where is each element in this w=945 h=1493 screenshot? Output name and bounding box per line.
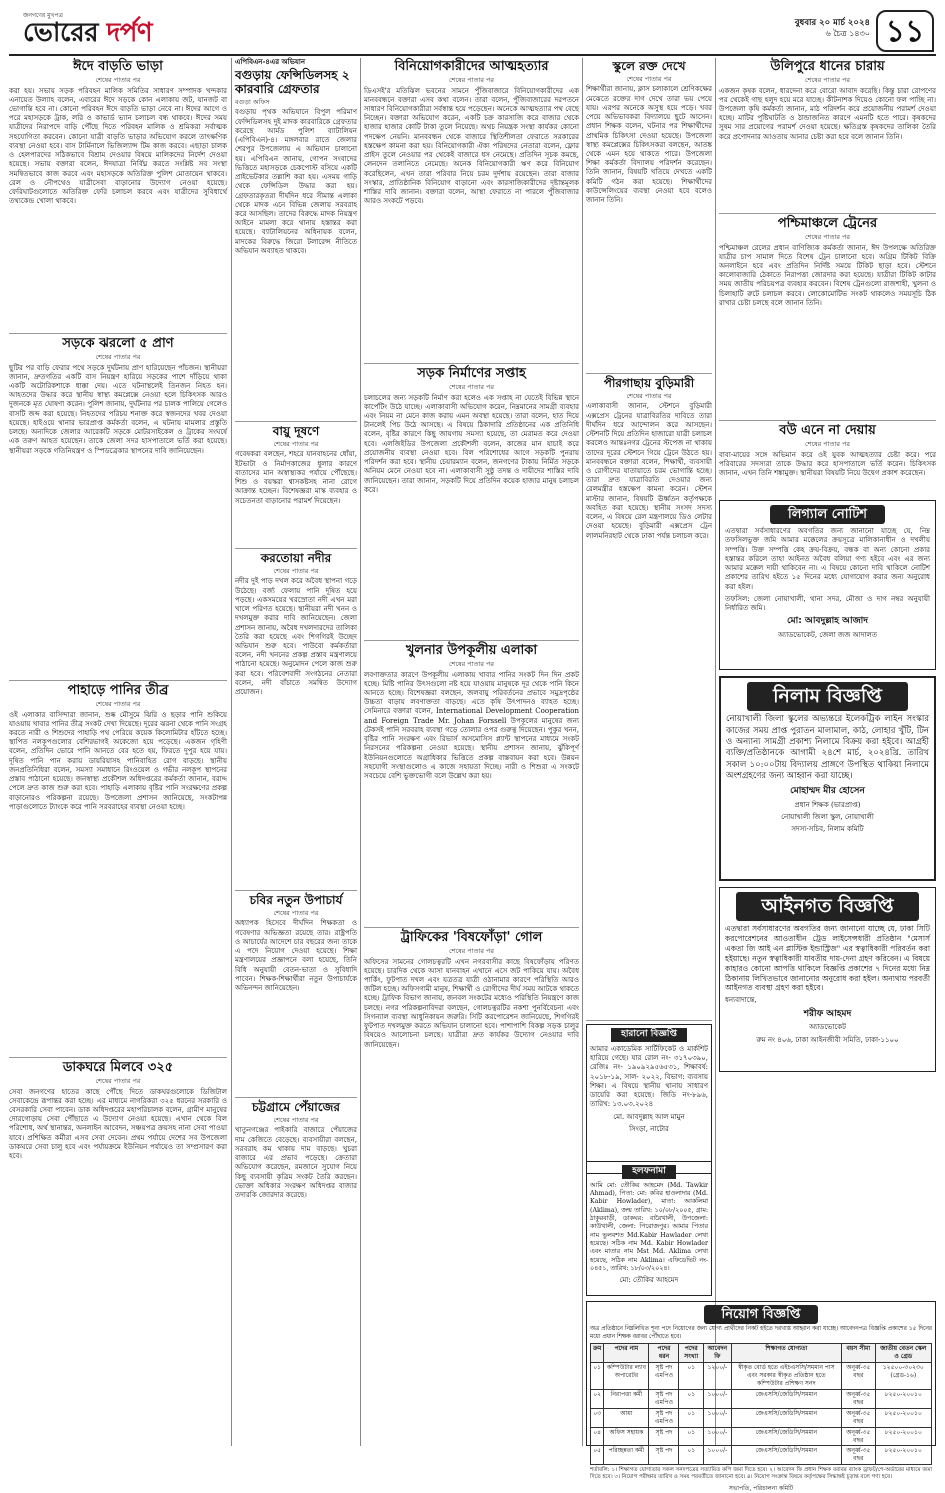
column-1 [9, 58, 227, 1446]
article-continued: শেষের পাতার পর [95, 75, 141, 84]
article-traffic-circle [364, 931, 579, 1231]
article-road-construction [364, 367, 579, 637]
job-table-cell: সৃষ্ট পদ [649, 1446, 679, 1465]
article-continued: শেষের পাতার পর [273, 908, 319, 917]
lost-notice [586, 1024, 712, 1174]
article-headline: ঈদে বাড়তি ভাড়া [73, 59, 163, 74]
article-continued: শেষের পাতার পর [448, 75, 494, 84]
issue-date-bangla: ৬ চৈত্র ১৪৩০ [825, 29, 870, 39]
job-table-cell: অনূর্ধ্ব-৩৫ বছর [841, 1408, 875, 1427]
article-bogura-arrest [235, 58, 357, 418]
article-headline: সড়ক নির্মাণের সপ্তাহ [417, 366, 526, 381]
affidavit-ad [586, 1161, 712, 1296]
article-headline: উলিপুরে ধানের চারায় [770, 59, 885, 74]
article-headline: করতোয়া নদীর [260, 551, 332, 565]
divider [364, 640, 579, 641]
job-table-cell: অনূর্ধ্ব-৩৫ বছর [841, 1427, 875, 1446]
affidavit-title: হলফনামা [622, 1165, 676, 1179]
article-body: সেবা জনগণের হাতের কাছে পৌঁছে দিতে ডাকঘরগুলোকে ডিজিটাল সেবাকেন্দ্রে রূপান্তর করা হচ্ছে। এর মাধ্যমে নাগরিকরা ৩২৫ ধরনের সরকারি ও বেসরকারি সেবা পাবেন। ডাক অধিদপ্তরের মহাপরিচালক বলেন, গ্রামীণ মানুষের দোরগোড়ায় সেবা পৌঁছাতে এ উদ্যোগ নেওয়া হয়েছে। এখান থেকে বিল পরিশোধ, অর্থ স্থানান্তর, অনলাইন আবেদন, সঞ্চয়পত্র ক্রয়সহ নানা সেবা পাওয়া যাবে। প্রশিক্ষিত কর্মীরা এসব সেবা দেবেন। প্রথম পর্যায়ে দেশের সব উপজেলা ডাকঘরে সেবা চালু হবে এবং পর্যায়ক্রমে ইউনিয়ন পর্যায়েও তা সম্প্রসারণ করা হবে। [9, 1087, 227, 1161]
column-5 [719, 58, 936, 1446]
legal-notice-title: লিগ্যাল নোটিশ [770, 505, 885, 524]
article-eid-fare [9, 60, 227, 330]
job-notice-ad [586, 1301, 936, 1492]
article-headline: পাহাড়ে পানির তীব্র [67, 683, 169, 698]
article-investor-suicide [364, 60, 579, 360]
article-continued: শেষের পাতার পর [448, 659, 494, 668]
job-notice-title: নিয়োগ বিজ্ঞপ্তি [704, 1305, 819, 1324]
article-dateline: বগুড়া অফিস [235, 97, 270, 106]
article-body: বাবা-মায়ের সঙ্গে অভিমান করে ওই যুবক আত্মহত্যার চেষ্টা করে। পরে পরিবারের সদস্যরা তাকে উদ্ধার করে হাসপাতালে ভর্তি করেন। চিকিৎসক জানান, এখন তিনি শঙ্কামুক্ত। স্থানীয়রা বিষয়টি নিয়ে উদ্বেগ প্রকাশ করেছেন। [719, 450, 936, 477]
job-table-header-cell: জাতীয় বেতন স্কেল ও গ্রেড [875, 1344, 931, 1363]
article-post-office [9, 1061, 227, 1411]
job-table-cell: ০১ [679, 1427, 704, 1446]
job-table-cell: ০৩ [591, 1408, 604, 1427]
divider [235, 890, 357, 891]
article-headline: চট্টগ্রামে পেঁয়াজের [252, 1100, 340, 1114]
article-headline: বগুড়ায় ফেন্সিডিলসহ ২ কারবারি গ্রেফতার [235, 68, 350, 97]
job-table-header-cell: পদের নাম [604, 1344, 649, 1363]
article-body: একজন কৃষক বলেন, ধারদেনা করে বোরো আবাদ করেছি। কিন্তু চারা রোপণের পর থেকেই গাছ হলুদ হয়ে মরে যাচ্ছে। কীটনাশক দিয়েও কোনো ফল পাচ্ছি না। উপজেলা কৃষি কর্মকর্তা জানান, মাঠ পরিদর্শন করে প্রয়োজনীয় পরামর্শ দেওয়া হচ্ছে। মাটির পুষ্টিঘাটতি ও ঠান্ডাজনিত কারণে এমনটি হতে পারে। কৃষকদের সুষম সার প্রয়োগের পরামর্শ দেওয়া হয়েছে। ক্ষতিগ্রস্ত কৃষকদের তালিকা তৈরি করে প্রণোদনার আওতায় আনার চেষ্টা করা হবে বলে জানান তিনি। [719, 86, 936, 141]
masthead [9, 8, 936, 56]
column-rule [582, 58, 583, 1446]
job-table-cell: ০৫ [591, 1446, 604, 1465]
auction-notice-title: নিলাম বিজ্ঞপ্তি [747, 682, 908, 711]
article-body: শিক্ষার্থীরা জানায়, ক্লাস চলাকালে শ্রেণিকক্ষের মেঝেতে রক্তের দাগ দেখে তারা ভয় পেয়ে যায়। এরপর অনেকে অসুস্থ হয়ে পড়ে। খবর পেয়ে অভিভাবকরা বিদ্যালয়ে ছুটে আসেন। প্রধান শিক্ষক বলেন, ঘটনার পর শিক্ষার্থীদের প্রাথমিক চিকিৎসা দেওয়া হয়েছে। উপজেলা স্বাস্থ্য কমপ্লেক্সের চিকিৎসকরা বলছেন, আতঙ্ক থেকে এমন হয়ে থাকতে পারে। উপজেলা শিক্ষা কর্মকর্তা বিদ্যালয় পরিদর্শন করেছেন। তিনি জানান, বিষয়টি খতিয়ে দেখতে একটি কমিটি গঠন করা হয়েছে। শিক্ষার্থীদের কাউন্সেলিংয়ের ব্যবস্থা নেওয়া হবে বলেও জানান তিনি। [586, 85, 712, 205]
job-table-row [591, 1446, 932, 1465]
article-pirgachha-train [586, 377, 712, 1017]
article-khulna-coast [364, 644, 579, 924]
brand-name-b: দর্পণ [98, 17, 153, 48]
divider [9, 333, 227, 334]
article-ctg-onion [235, 1101, 357, 1401]
article-body: বগুড়ায় পৃথক অভিযানে বিপুল পরিমাণ ফেন্সিডিলসহ দুই মাদক কারবারিকে গ্রেফতার করেছে আর্মড পুলিশ ব্যাটালিয়ন (এপিবিএন)-৪। মঙ্গলবার রাতে জেলার শেরপুর উপজেলায় এ অভিযান চালানো হয়। এপিবিএন জানায়, গোপন সংবাদের ভিত্তিতে মহাসড়কে চেকপোস্ট বসিয়ে একটি প্রাইভেটকার তল্লাশি করা হয়। এসময় গাড়ি থেকে ফেন্সিডিল উদ্ধার করা হয়। গ্রেফতারকৃতরা দীর্ঘদিন ধরে সীমান্ত এলাকা থেকে মাদক এনে বিভিন্ন জেলায় সরবরাহ করে আসছিল। তাদের বিরুদ্ধে মাদক নিয়ন্ত্রণ আইনে মামলা করে থানায় হস্তান্তর করা হয়েছে। ব্যাটালিয়নের অধিনায়ক বলেন, মাদকের বিরুদ্ধে জিরো টলারেন্স নীতিতে অভিযান অব্যাহত থাকবে। [235, 108, 357, 255]
article-headline: বায়ু দূষণে [272, 424, 320, 438]
divider [235, 548, 357, 549]
legal-notice-sign: মো: আবদুল্লাহ আজাদ [787, 616, 868, 627]
lost-notice-title: হারানো বিজ্ঞপ্তি [611, 1028, 687, 1042]
column-3 [364, 58, 579, 1446]
article-headline: খুলনার উপকূলীয় এলাকা [405, 643, 538, 658]
article-body: চলাচলের জন্য সড়কটি নির্মাণ করা হলেও এক সপ্তাহ না যেতেই বিভিন্ন স্থানে কার্পেটিং উঠে যাচ্ছে। এলাকাবাসী অভিযোগ করেন, নিম্নমানের সামগ্রী ব্যবহার এবং নিয়ম না মেনে কাজ করায় এমন অবস্থা হয়েছে। তারা বলেন, হাত দিয়ে টানলেই পিচ উঠে আসছে। এ বিষয়ে ঠিকাদারি প্রতিষ্ঠানের এক প্রতিনিধি বলেন, বৃষ্টির কারণে কিছু জায়গায় সমস্যা হয়েছে, তা মেরামত করে দেওয়া হবে। এলজিইডির উপজেলা প্রকৌশলী বলেন, কাজের মান যাচাই করে প্রয়োজনীয় ব্যবস্থা নেওয়া হবে। বিল পরিশোধের আগে সড়কটি পুনরায় পরিদর্শন করা হবে। স্থানীয় চেয়ারম্যান বলেন, জনগণের টাকায় নির্মিত সড়কে অনিয়ম মেনে নেওয়া হবে না। এলাকাবাসী সুষ্ঠু তদন্ত ও দায়ীদের শাস্তির দাবি জানিয়েছেন। তারা জানান, সড়কটি দিয়ে প্রতিদিন কয়েক হাজার মানুষ চলাচল করে। [364, 393, 579, 494]
article-kicker: এপিবিএন-৪এর অভিযান [235, 58, 306, 66]
article-continued: শেষের পাতার পর [804, 232, 850, 241]
legal-notice-schedule: তফসিল: জেলা নোয়াখালী, থানা সদর, মৌজা ও দাগ নম্বর অনুযায়ী নির্ধারিত জমি। [725, 594, 930, 613]
content-grid [9, 58, 936, 1492]
job-table-cell: ১২৫০০-৩০২৩০ (গ্রেড-১৬) [875, 1363, 931, 1390]
job-table-cell: ০১ [591, 1363, 604, 1390]
job-table-row [591, 1408, 932, 1427]
lost-notice-sign-sub: সিংড়া, নাটোর [629, 1124, 669, 1133]
job-table-cell: ০১ [679, 1363, 704, 1390]
divider [586, 373, 712, 374]
article-school-blood [586, 60, 712, 370]
job-table-cell: জেএসসি/জেডিসি/সমমান [731, 1389, 841, 1408]
article-continued: শেষের পাতার পর [273, 1115, 319, 1124]
page-number: ১১ [876, 10, 934, 52]
divider [364, 363, 579, 364]
auction-notice-sign: মোহাম্মদ মীর হোসেন [790, 785, 865, 796]
article-headline: বিনিয়োগকারীদের আত্মহত্যার [394, 59, 549, 74]
divider [719, 213, 936, 214]
job-table-cell: সৃষ্ট পদ এমপিও [649, 1408, 679, 1427]
job-table-cell: ১০০০/- [704, 1389, 732, 1408]
job-table-cell: অনূর্ধ্ব-৩৫ বছর [841, 1363, 875, 1390]
article-continued: শেষের পাতার পর [95, 1076, 141, 1085]
job-table-header-cell: শিক্ষাগত যোগ্যতা [731, 1344, 841, 1363]
legal-announcement-title: আইনগত বিজ্ঞপ্তি [736, 892, 920, 921]
article-headline: ট্রাফিকের 'বিষফোঁড়া' গোল [400, 930, 543, 945]
job-notice-intro: অত্র প্রতিষ্ঠানে নিম্নলিখিত শূন্য পদে নিয়োগের জন্য যোগ্য প্রার্থীদের নিকট হইতে দরখাস্ত আহ্বান করা যাচ্ছে। আবেদনপত্র বিজ্ঞপ্তি প্রকাশের ১৫ দিনের মধ্যে প্রধান শিক্ষক বরাবর পৌঁছাতে হবে। [590, 1326, 932, 1340]
article-ulipur-paddy [719, 60, 936, 210]
article-headline: চবির নতুন উপাচার্য [249, 893, 343, 907]
job-table-cell: ৮২৫০-২০০১০ [875, 1446, 931, 1465]
article-headline: স্কুলে রক্ত দেখে [612, 59, 686, 73]
job-table-cell: অফিস সহায়ক [604, 1427, 649, 1446]
article-continued: শেষের পাতার পর [804, 439, 850, 448]
job-table-header-cell: ক্রম [591, 1344, 604, 1363]
job-table-cell: সৃষ্ট পদ এমপিও [649, 1389, 679, 1408]
job-table-header [591, 1344, 932, 1363]
legal-notice-ad [719, 500, 936, 670]
article-body: ওই এলাকার বাসিন্দারা জানান, শুষ্ক মৌসুমে ঝিরি ও ছড়ার পানি শুকিয়ে যাওয়ায় খাবার পানির তীব্র সংকট দেখা দিয়েছে। দূরের ঝরনা থেকে পানি সংগ্রহ করতে নারী ও শিশুদের পাহাড়ি পথ পেরিয়ে কয়েক কিলোমিটার হাঁটতে হচ্ছে। স্থাপিত নলকূপগুলোর বেশিরভাগই অকেজো হয়ে পড়েছে। একজন গৃহিণী বলেন, প্রতিদিন ভোরে পানি আনতে বের হতে হয়, ফিরতে দুপুর হয়ে যায়। দূষিত পানি পান করায় ডায়রিয়াসহ পানিবাহিত রোগ বাড়ছে। স্থানীয় জনপ্রতিনিধিরা বলেন, সমস্যা সমাধানে রিংওয়েল ও গভীর নলকূপ স্থাপনের প্রস্তাব পাঠানো হয়েছে। জনস্বাস্থ্য প্রকৌশল অধিদপ্তরের কর্মকর্তা জানান, বরাদ্দ পেলে দ্রুত কাজ শুরু করা হবে। পাহাড়ি এলাকায় বৃষ্টির পানি সংরক্ষণের প্রকল্প বাড়ানোরও পরিকল্পনা রয়েছে। উপজেলা প্রশাসন জানিয়েছে, সংকটাপন্ন পাড়াগুলোতে ট্যাংকে করে পানি সরবরাহের ব্যবস্থা নেওয়া হচ্ছে। [9, 710, 227, 811]
job-table-cell: ০১ [679, 1446, 704, 1465]
job-table-cell: জেএসসি/জেডিসি/সমমান [731, 1427, 841, 1446]
auction-notice-ad [719, 676, 936, 881]
divider [9, 1057, 227, 1058]
article-continued: শেষের পাতার পর [626, 74, 672, 83]
divider [364, 927, 579, 928]
legal-announcement-sign: শরীফ আহমদ [803, 1008, 852, 1019]
legal-notice-body: এতদ্বারা সর্বসাধারণের অবগতির জন্য জানানো যাচ্ছে যে, নিম্ন তফসিলভুক্ত জমি আমার মক্কেলের ক্রয়সূত্রে মালিকানাধীন ও দখলীয় সম্পত্তি। উক্ত সম্পত্তি কেহ ক্রয়-বিক্রয়, বন্ধক বা অন্য কোনো প্রকার হস্তান্তর করিলে তাহা আইনত অবৈধ বলিয়া গণ্য হইবে এবং এর জন্য আমার মক্কেল দায়ী থাকিবেন না। এ বিষয়ে কোনো দাবি থাকিলে নোটিশ প্রকাশের তারিখ হইতে ১৫ দিনের মধ্যে যোগাযোগ করার জন্য অনুরোধ করা হইল। [725, 527, 930, 591]
job-notice-terms: শর্তাবলি: ১। শিক্ষাগত যোগ্যতার সকল সনদপত্রের সত্যায়িত কপি জমা দিতে হবে। ২। আবেদন ফি প্রধান শিক্ষক বরাবর ব্যাংক ড্রাফট/পে-অর্ডারের মাধ্যমে জমা দিতে হবে। ৩। নিয়োগ পরীক্ষার তারিখ ও সময় পরবর্তীতে জানানো হবে। ৪। নিয়োগ সংক্রান্ত বিষয়ে কর্তৃপক্ষের সিদ্ধান্তই চূড়ান্ত বলে গণ্য হবে। [590, 1467, 932, 1481]
job-notice-sign: সভাপতি, পরিচালনা কমিটি [728, 1484, 794, 1492]
brand-name-a: ভোরের [23, 17, 99, 48]
lost-notice-sign: মো. আবদুল্লাহ আল মামুন [613, 1112, 685, 1121]
job-table-cell: অনূর্ধ্ব-৩৫ বছর [841, 1446, 875, 1465]
article-continued: শেষের পাতার পর [448, 946, 494, 955]
article-body: পশ্চিমাঞ্চল রেলের প্রধান বাণিজ্যিক কর্মকর্তা জানান, ঈদ উপলক্ষে অতিরিক্ত যাত্রীর চাপ সামাল দিতে বিশেষ ট্রেন চালানো হবে। অগ্রিম টিকিট বিক্রি অনলাইনে হবে এবং প্রতিদিন নির্দিষ্ট সময়ে টিকিট ছাড়া হবে। স্টেশনে কালোবাজারি ঠেকাতে নিরাপত্তা জোরদার করা হয়েছে। যাত্রীরা টিকিট কাটার সময় জাতীয় পরিচয়পত্র ব্যবহার করবেন। বিশেষ ট্রেনগুলো রাজশাহী, খুলনা ও চিলাহাটি রুটে চলাচল করবে। লোকোমোটিভ সংকট থাকলেও সময়সূচি ঠিক রাখার চেষ্টা চলছে বলে জানান তিনি। [719, 243, 936, 307]
column-2 [235, 58, 357, 1446]
job-table-body [591, 1363, 932, 1465]
divider [9, 680, 227, 681]
job-table-cell: ৮২৫০-২০০১০ [875, 1427, 931, 1446]
legal-announcement-thanks: ধন্যবাদান্তে, [725, 996, 757, 1005]
article-headline: সড়কে ঝরলো ৫ প্রাণ [62, 336, 174, 351]
job-table-cell: ৮২৫০-২০০১০ [875, 1408, 931, 1427]
affidavit-body: আমি মো: তৌকির আহমেদ (Md. Tawkir Ahmad), পিতা: মো: কবির হাওলাদার (Md. Kabir Howlader), মাতা: আকলিমা (Aklima), জন্ম তারিখ: ১০/০৮/২০০৫, গ্রাম: ঠাকুরবাড়ী, ডাকঘর: বারৈখালী, উপজেলা: কাউখালী, জেলা: পিরোজপুর। আমার পিতার নাম ভুলবশত Md.Kabir Hawlader লেখা হয়েছে। সঠিক নাম Md. Kabir Howlader এবং মাতার নাম Mst Md. Aklima লেখা হয়েছে, সঠিক নাম Aklima। এফিডেভিট নং- ০৪৫১, তারিখ: ১৮/০৩/২০২৪। [590, 1181, 708, 1272]
article-continued: শেষের পাতার পর [95, 352, 141, 361]
article-continued: শেষের পাতার পর [626, 391, 672, 400]
job-table-cell: সৃষ্ট পদ [649, 1427, 679, 1446]
article-body: করা হয়। সভায় সড়ক পরিবহন মালিক সমিতির সাধারণ সম্পাদক খন্দকার এনায়েত উল্যাহ বলেন, এবারের ঈদে সড়কে কোন এলাকায় জট, যানজট বা ভোগান্তি হবে না। কোনো পরিবহন ঈদে বাড়তি ভাড়া নেবে না। ঈদের আগে ও পরে মহাসড়কে ট্রাক, লরি ও কাভার্ড ভ্যান চলাচল বন্ধ থাকবে। ঈদের সময় যাত্রীদের নিরাপদে বাড়ি পৌঁছে দিতে পরিবহন মালিক ও শ্রমিকরা সর্বাত্মক সহযোগিতা করবেন। কোনো যাত্রী বাড়তি ভাড়ার অভিযোগ করলে তাৎক্ষণিক ব্যবস্থা নেওয়া হবে। বাস টার্মিনালে ভিজিল্যান্স টিম কাজ করবে। এছাড়া চালক ও হেলপারদের সঠিকভাবে বিশ্রাম দেওয়ার বিষয়ে মালিকদের নির্দেশ দেওয়া হয়েছে। সভায় বক্তারা বলেন, ঈদযাত্রা নির্বিঘ্ন করতে সংশ্লিষ্ট সব সংস্থা সমন্বিতভাবে কাজ করবে এবং মহাসড়কে অতিরিক্ত পুলিশ মোতায়েন থাকবে। রেল ও নৌপথেও যাত্রীসেবা বাড়ানোর উদ্যোগ নেওয়া হয়েছে। ফেরিঘাটগুলোতে অতিরিক্ত ফেরি চলাচল করবে এবং যাত্রীদের সুবিধার্থে তথ্যকেন্দ্র খোলা থাকবে। [9, 86, 227, 206]
job-table-header-cell: পদের সংখ্যা [679, 1344, 704, 1363]
column-rule [360, 58, 361, 1446]
job-table-row [591, 1427, 932, 1446]
job-table-cell: পরিচ্ছন্নতা কর্মী [604, 1446, 649, 1465]
article-headline: ডাকঘরে মিলবে ৩২৫ [62, 1060, 174, 1075]
auction-notice-footer: সদস্য-সচিব, নিলাম কমিটি [791, 825, 864, 834]
auction-notice-sign-sub1: প্রধান শিক্ষক (ভারপ্রাপ্ত) [794, 800, 861, 809]
issue-date-gregorian: বুধবার ২০ মার্চ ২০২৪ [794, 18, 870, 28]
issue-date [795, 18, 870, 40]
job-table-cell: স্বীকৃত বোর্ড হতে এইচএসসি/সমমান পাস এবং সরকার স্বীকৃত প্রতিষ্ঠান হতে কম্পিউটার প্রশিক্ষণ সনদ [731, 1363, 841, 1390]
article-continued: শেষের পাতার পর [804, 75, 850, 84]
article-road-accident [9, 337, 227, 677]
auction-notice-body: নোয়াখালী জিলা স্কুলের অভ্যন্তরে ইলেকট্রিক লাইন সংস্কার কাজের সময় প্রাপ্ত পুরাতন মালামাল, কাঠ, লোহার খুঁটি, টিন ও অন্যান্য সামগ্রী প্রকাশ্য নিলামে বিক্রয় করা হইবে। আগ্রহী ব্যক্তি/প্রতিষ্ঠানকে আগামী ২৪শে মার্চ, ২০২৪খ্রি. তারিখ সকাল ১০:০০টায় বিদ্যালয় প্রাঙ্গণে উপস্থিত থাকিয়া নিলামে অংশগ্রহণের জন্য আহ্বান করা যাচ্ছে। [726, 714, 929, 782]
brand-name [23, 17, 153, 48]
job-table-header-cell: বয়স সীমা [841, 1344, 875, 1363]
legal-notice-sign-sub: অ্যাডভোকেট, জেলা জজ আদালত [778, 631, 877, 640]
divider [235, 421, 357, 422]
job-table-cell: ১২০০/- [704, 1363, 732, 1390]
article-body: গবেষকরা বলছেন, শহরে যানবাহনের ধোঁয়া, ইটভাটা ও নির্মাণকাজের ধুলার কারণে বাতাসের মান অস্বাস্থ্যকর পর্যায়ে পৌঁছেছে। শিশু ও বয়স্করা শ্বাসকষ্টসহ নানা রোগে আক্রান্ত হচ্ছেন। বিশেষজ্ঞরা মাস্ক ব্যবহার ও সচেতনতা বাড়ানোর পরামর্শ দিয়েছেন। [235, 450, 357, 505]
job-table-cell: জেএসসি/জেডিসি/সমমান [731, 1446, 841, 1465]
article-cu-vc [235, 894, 357, 1094]
article-bride [719, 424, 936, 494]
brand-tagline: জনগণের মুখপত্র [23, 12, 63, 19]
column-rule [715, 58, 716, 1446]
article-body: ডিএসই'র মতিঝিল ভবনের সামনে পুঁজিবাজারে বিনিয়োগকারীদের এক মানববন্ধনে বক্তারা এসব কথা বলেন। তারা বলেন, পুঁজিবাজারের দরপতনে সাধারণ বিনিয়োগকারীরা সর্বস্বান্ত হয়ে পড়েছেন। অনেকে আত্মহত্যার পথ বেছে নিচ্ছেন। বক্তারা অভিযোগ করেন, একটি চক্র কারসাজি করে বাজার থেকে হাজার হাজার কোটি টাকা তুলে নিয়েছে। অথচ নিয়ন্ত্রক সংস্থা কার্যকর কোনো পদক্ষেপ নেয়নি। মানববন্ধন থেকে বাজারে স্থিতিশীলতা ফেরাতে সরকারের হস্তক্ষেপ কামনা করা হয়। বিনিয়োগকারী ঐক্য পরিষদের নেতারা বলেন, ফ্লোর প্রাইস তুলে নেওয়ার পর থেকেই বাজারে ধস নেমেছে। প্রতিদিন সূচক কমছে, লেনদেন তলানিতে নেমেছে। অনেক বিনিয়োগকারী ঋণ করে বিনিয়োগ করেছিলেন, এখন তারা পরিবার নিয়ে চরম দুর্দশায় রয়েছেন। তারা বাজার সংস্কার, প্রাতিষ্ঠানিক বিনিয়োগ বাড়ানো এবং কারসাজিকারীদের দৃষ্টান্তমূলক শাস্তির দাবি জানান। বক্তারা বলেন, আস্থা ফেরাতে না পারলে পুঁজিবাজার আরও সংকটে পড়বে। [364, 86, 579, 206]
article-karatoya-river [235, 552, 357, 887]
article-continued: শেষের পাতার পর [95, 699, 141, 708]
article-body: খাতুনগঞ্জের পাইকারি বাজারে পেঁয়াজের দাম কেজিতে বেড়েছে। ব্যবসায়ীরা বলছেন, সরবরাহ কম থাকায় দাম বাড়ছে। খুচরা বাজারে এর প্রভাব পড়েছে। ক্রেতারা অভিযোগ করেছেন, রমজানে সুযোগ নিয়ে কিছু ব্যবসায়ী কৃত্রিম সংকট তৈরি করছেন। ভোক্তা অধিকার সংরক্ষণ অধিদপ্তর বাজার তদারকি জোরদার করেছে। [235, 1126, 357, 1200]
job-table-row [591, 1363, 932, 1390]
legal-announcement-sign-sub2: রুম নং ৪০৬, ঢাকা আইনজীবী সমিতি, ঢাকা-১১০০ [756, 1035, 899, 1044]
article-headline: বউ এনে না দেয়ায় [779, 423, 876, 438]
job-table-cell: ০৪ [591, 1427, 604, 1446]
article-body: এলাকাবাসী জানান, স্টেশনে বুড়িমারী এক্সপ্রেস ট্রেনের যাত্রাবিরতির দাবিতে তারা দীর্ঘদিন ধরে আন্দোলন করে আসছেন। স্টেশনটি দিয়ে প্রতিদিন হাজারো যাত্রী চলাচল করলেও আন্তঃনগর ট্রেনের স্টপেজ না থাকায় তাদের দূরের স্টেশনে গিয়ে ট্রেনে উঠতে হয়। মানববন্ধনে বক্তারা বলেন, শিক্ষার্থী, ব্যবসায়ী ও রোগীদের যাতায়াতে চরম ভোগান্তি হচ্ছে। তারা দ্রুত যাত্রাবিরতি দেওয়ার জন্য রেলমন্ত্রীর হস্তক্ষেপ কামনা করেন। স্টেশন মাস্টার জানান, বিষয়টি ঊর্ধ্বতন কর্তৃপক্ষকে অবহিত করা হয়েছে। স্থানীয় সংসদ সদস্য বলেন, এ বিষয়ে রেল মন্ত্রণালয়ে ডিও লেটার দেওয়া হয়েছে। বুড়িমারী এক্সপ্রেস ট্রেন লালমনিরহাট থেকে ঢাকা পর্যন্ত চলাচল করে। [586, 402, 712, 540]
article-body: অধ্যাপক হিসেবে দীর্ঘদিন শিক্ষকতা ও গবেষণার অভিজ্ঞতা রয়েছে তার। রাষ্ট্রপতি ও আচার্যের আদেশে চার বছরের জন্য তাকে এ পদে নিয়োগ দেওয়া হয়েছে। শিক্ষা মন্ত্রণালয়ের প্রজ্ঞাপনে বলা হয়েছে, তিনি বিধি অনুযায়ী বেতন-ভাতা ও সুবিধাদি পাবেন। শিক্ষক-শিক্ষার্থীরা নতুন উপাচার্যকে অভিনন্দন জানিয়েছেন। [235, 919, 357, 993]
article-body: অফিসের সামনের গোলচত্বরটি এখন নগরবাসীর কাছে বিষফোঁড়ায় পরিণত হয়েছে। চারদিক থেকে আসা যানবাহন এখানে এসে জট পাকিয়ে যায়। অবৈধ পার্কিং, ফুটপাত দখল এবং যত্রতত্র যাত্রী ওঠানামার কারণে পরিস্থিতি আরও জটিল হচ্ছে। অফিসগামী মানুষ, শিক্ষার্থী ও রোগীদের দীর্ঘ সময় আটকে থাকতে হচ্ছে। ট্রাফিক বিভাগ জানায়, জনবল সংকটের মধ্যেও পরিস্থিতি নিয়ন্ত্রণে কাজ চলছে। নগর পরিকল্পনাবিদরা বলছেন, গোলচত্বরটির নকশা পুনর্বিবেচনা এবং সিগন্যাল ব্যবস্থা আধুনিকায়ন জরুরি। সিটি করপোরেশন জানিয়েছে, শিগগিরই ফুটপাত দখলমুক্ত করতে অভিযান চালানো হবে। পাশাপাশি বিকল্প সড়ক চালুর বিষয়েও আলোচনা চলছে। যাত্রীরা দ্রুত কার্যকর উদ্যোগ নেওয়ার দাবি জানিয়েছেন। [364, 957, 579, 1049]
job-table-cell: আয়া [604, 1408, 649, 1427]
article-headline: পশ্চিমাঞ্চলে ট্রেনের [777, 216, 878, 231]
article-headline: পীরগাছায় বুড়িমারী [603, 376, 695, 390]
job-table-cell: ১০০০/- [704, 1427, 732, 1446]
article-body: লবণাক্ততার কারণে উপকূলীয় এলাকায় খাবার পানির সংকট দিন দিন প্রকট হচ্ছে। মিষ্টি পানির উৎসগুলো নষ্ট হয়ে যাওয়ায় মানুষকে দূর থেকে পানি কিনে আনতে হচ্ছে। বিশেষজ্ঞরা বলছেন, জলবায়ু পরিবর্তনের প্রভাবে সমুদ্রপৃষ্ঠের উচ্চতা বাড়ায় লবণাক্ততা বাড়ছে। এতে কৃষি উৎপাদনও ব্যাহত হচ্ছে। সেমিনারে বক্তারা বলেন, International Development Cooperation and Foreign Trade Mr. Johan Forssell উপকূলের মানুষের জন্য টেকসই পানি সরবরাহ ব্যবস্থা গড়ে তোলার ওপর গুরুত্ব দিয়েছেন। পুকুর খনন, বৃষ্টির পানি সংরক্ষণ এবং রিভার্স অসমোসিস প্ল্যান্ট স্থাপনের মাধ্যমে সংকট নিরসনের পরিকল্পনা নেওয়া হয়েছে। স্থানীয় প্রশাসন জানায়, ঝুঁকিপূর্ণ ইউনিয়নগুলোতে অগ্রাধিকার ভিত্তিতে প্রকল্প বাস্তবায়ন করা হবে। উন্নয়ন সহযোগী সংস্থাগুলোও এ কাজে সহায়তা দিচ্ছে। নারী ও শিশুরা এ সংকটে সবচেয়ে বেশি ভুক্তভোগী বলে উল্লেখ করা হয়। [364, 670, 579, 781]
legal-announcement-ad [719, 887, 936, 1072]
job-table-cell: ১০০০/- [704, 1408, 732, 1427]
divider [719, 420, 936, 421]
divider [586, 1020, 712, 1021]
article-body: নদীর দুই পাড় দখল করে অবৈধ স্থাপনা গড়ে উঠেছে। বর্জ্য ফেলায় পানি দূষিত হয়ে পড়ছে। একসময়ের খরস্রোতা নদী এখন মরা খালে পরিণত হয়েছে। স্থানীয়রা নদী খনন ও দখলমুক্ত করার দাবি জানিয়েছেন। জেলা প্রশাসন জানায়, অবৈধ দখলদারদের তালিকা তৈরি করা হয়েছে এবং শিগগিরই উচ্ছেদ অভিযান শুরু হবে। পাউবো কর্মকর্তারা বলেন, নদী খননের প্রকল্প প্রস্তাব মন্ত্রণালয়ে পাঠানো হয়েছে। অনুমোদন পেলে কাজ শুরু করা হবে। পরিবেশবাদী সংগঠনের নেতারা বলেন, নদী বাঁচাতে সমন্বিত উদ্যোগ প্রয়োজন। [235, 577, 357, 697]
job-table-cell: কম্পিউটার ল্যাব অপারেটর [604, 1363, 649, 1390]
column-4 [586, 58, 712, 1156]
job-table-cell: ১০০০/- [704, 1446, 732, 1465]
article-air-pollution [235, 425, 357, 545]
auction-notice-sign-sub2: নোয়াখালী জিলা স্কুল, নোয়াখালী [781, 813, 874, 821]
job-table-cell: জেএসসি/জেডিসি/সমমান [731, 1408, 841, 1427]
lost-notice-body: আমার একাডেমিক সার্টিফিকেট ও মার্কশিট হারিয়ে গেছে। যার রোল নং- ৩১৭০৩৯০, রেজিঃ নং- ১৯০৯২৯৫৬৫৩১, শিক্ষাবর্ষ: ২০১৮-১৯, সাল- ২০২২, বিভাগ: ব্যবসায় শিক্ষা। এ বিষয়ে স্থানীয় থানায় সাধারণ ডায়েরি করা হয়েছে। জিডি নং-৮৯৬, তারিখ: ১৩.০৩.২০২৪ [590, 1044, 708, 1109]
brand-logo [23, 12, 152, 46]
legal-announcement-body: এতদ্বারা সর্বসাধারণের অবগতির জন্য জানানো যাচ্ছে যে, ঢাকা সিটি করপোরেশনের আওতাধীন ট্রেড লাইসেন্সধারী প্রতিষ্ঠান "মেসার্স একতা জি আই এন প্লাস্টিক ইন্ডাস্ট্রিজ" এর স্বত্বাধিকারী পরিবর্তন করা হইয়াছে। নতুন স্বত্বাধিকারী যাবতীয় দায়-দেনা গ্রহণ করিবেন। এ বিষয়ে কাহারও কোনো আপত্তি থাকিলে বিজ্ঞপ্তি প্রকাশের ৭ দিনের মধ্যে নিম্ন ঠিকানায় লিখিতভাবে জানানোর অনুরোধ করা হইল। অন্যথায় পরবর্তী আইনগত ব্যবস্থা গ্রহণ করা হইবে। [725, 924, 930, 993]
affidavit-sign: মো: তৌকির আহমেদ [619, 1276, 679, 1285]
job-table-cell: ৮২৫০-২০০১০ [875, 1389, 931, 1408]
job-table-cell: ০১ [679, 1408, 704, 1427]
article-hill-water [9, 684, 227, 1054]
article-continued: শেষের পাতার পর [448, 382, 494, 391]
article-body: ছুটির পর বাড়ি ফেরার পথে সড়কে দুর্ঘটনায় প্রাণ হারিয়েছেন পাঁচজন। স্থানীয়রা জানান, দ্রুতগতির একটি বাস নিয়ন্ত্রণ হারিয়ে সড়কের পাশে দাঁড়িয়ে থাকা একটি অটোরিকশাকে ধাক্কা দেয়। এতে ঘটনাস্থলেই তিনজন নিহত হন। আহতদের উদ্ধার করে স্থানীয় স্বাস্থ্য কমপ্লেক্সে নেওয়া হলে চিকিৎসক আরও দুজনকে মৃত ঘোষণা করেন। পুলিশ জানায়, দুর্ঘটনার পর চালক পালিয়ে গেলেও বাসটি জব্দ করা হয়েছে। নিহতদের পরিচয় শনাক্ত করে স্বজনদের খবর দেওয়া হয়েছে। হাইওয়ে থানার ভারপ্রাপ্ত কর্মকর্তা বলেন, এ ঘটনায় মামলার প্রস্তুতি চলছে। অন্যদিকে জেলার আরেকটি সড়কে মোটরসাইকেল ও ট্রাকের সংঘর্ষে এক তরুণ আহত হয়েছেন। তাকে জেলা সদর হাসপাতালে ভর্তি করা হয়েছে। স্থানীয়রা সড়কে গতিনিয়ন্ত্রণ ও স্পিডব্রেকার স্থাপনের দাবি জানিয়েছেন। [9, 363, 227, 455]
job-table-cell: নিরাপত্তা কর্মী [604, 1389, 649, 1408]
job-table-header-cell: পদের ধরন [649, 1344, 679, 1363]
job-table-cell: ০১ [679, 1389, 704, 1408]
job-table-cell: ০২ [591, 1389, 604, 1408]
job-table-cell: অনূর্ধ্ব-৩৫ বছর [841, 1389, 875, 1408]
job-table-cell: সৃষ্ট পদ এমপিও [649, 1363, 679, 1390]
divider [235, 1097, 357, 1098]
article-continued: শেষের পাতার পর [273, 439, 319, 448]
job-table [590, 1343, 932, 1465]
article-west-train [719, 217, 936, 417]
column-rule [231, 58, 232, 1446]
job-table-row [591, 1389, 932, 1408]
legal-announcement-sign-sub1: অ্যাডভোকেট [809, 1023, 846, 1032]
job-table-header-cell: আবেদন ফি [704, 1344, 732, 1363]
article-continued: শেষের পাতার পর [273, 566, 319, 575]
